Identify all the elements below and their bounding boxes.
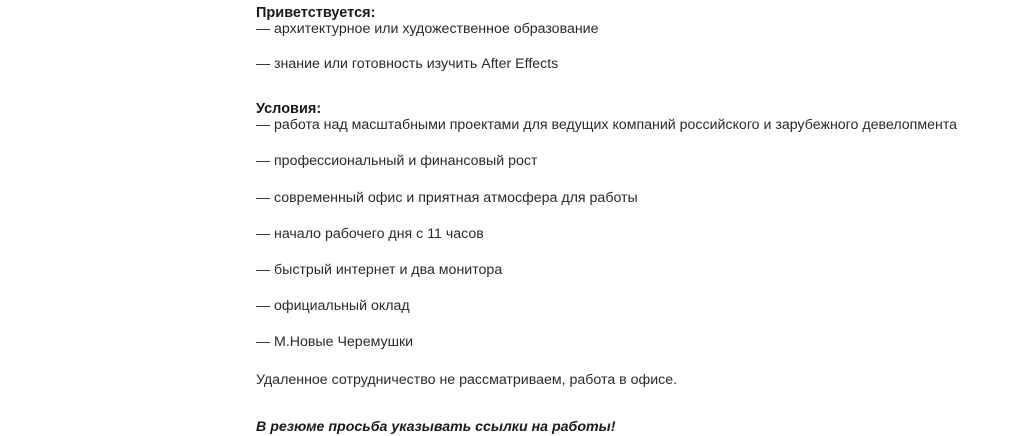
list-item bbox=[256, 299, 1003, 313]
bullet-dash-icon: — bbox=[256, 153, 271, 170]
list-item-label: современный офис и приятная атмосфера для работы bbox=[274, 189, 638, 206]
list-item-label: архитектурное или художественное образование bbox=[274, 21, 599, 38]
list-item bbox=[256, 118, 1003, 132]
bullet-dash-icon: — bbox=[256, 262, 271, 278]
list-item-label: начало рабочего дня с 11 часов bbox=[274, 225, 484, 242]
list-item bbox=[256, 227, 1003, 241]
list-item bbox=[256, 57, 1003, 71]
list-item bbox=[256, 263, 1003, 277]
list-item-label: знание или готовность изучить After Effects bbox=[274, 55, 559, 72]
bullet-dash-icon: — bbox=[256, 21, 271, 38]
list-item-label: М.Новые Черемушки bbox=[274, 334, 414, 351]
bullet-list-welcome bbox=[256, 22, 1003, 70]
list-item bbox=[256, 22, 1003, 36]
list-item-label: официальный оклад bbox=[274, 298, 410, 315]
list-item bbox=[256, 335, 1003, 349]
resume-callout: В резюме просьба указывать ссылки на работы! bbox=[256, 418, 616, 435]
bullet-dash-icon: — bbox=[256, 225, 271, 242]
bullet-dash-icon: — bbox=[256, 117, 271, 134]
section-heading-conditions: Условия: bbox=[256, 100, 322, 117]
bullet-dash-icon: — bbox=[256, 55, 271, 72]
list-item-label: быстрый интернет и два монитора bbox=[274, 262, 503, 278]
list-item bbox=[256, 154, 1003, 168]
bullet-dash-icon: — bbox=[256, 334, 271, 351]
list-item bbox=[256, 191, 1003, 205]
bullet-dash-icon: — bbox=[256, 189, 271, 206]
list-item-label: профессиональный и финансовый рост bbox=[274, 153, 538, 170]
bullet-list-conditions bbox=[256, 118, 1003, 349]
bullet-dash-icon: — bbox=[256, 298, 271, 315]
section-heading-welcome: Приветствуется: bbox=[256, 5, 376, 21]
document-content bbox=[256, 0, 1003, 436]
list-item-label: работа над масштабными проектами для ведущих компаний российского и зарубежного девелопмента bbox=[274, 117, 958, 134]
remote-work-note: Удаленное сотрудничество не рассматриваем, работа в офисе. bbox=[256, 371, 678, 388]
